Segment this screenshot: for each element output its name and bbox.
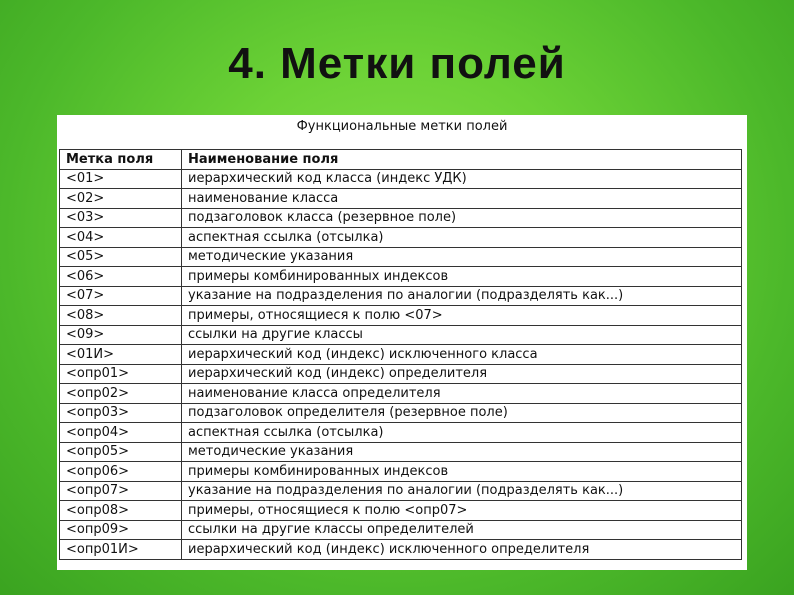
table-row xyxy=(60,403,742,423)
table-row xyxy=(60,520,742,540)
field-label: <02> xyxy=(60,189,182,209)
table-row xyxy=(60,540,742,560)
field-name: ссылки на другие классы определителей xyxy=(182,520,742,540)
table-row xyxy=(60,267,742,287)
slide-title: 4. Метки полей xyxy=(228,39,566,88)
field-label: <опр01И> xyxy=(60,540,182,560)
field-label: <07> xyxy=(60,286,182,306)
field-label: <01И> xyxy=(60,345,182,365)
field-name: подзаголовок определителя (резервное поле) xyxy=(182,403,742,423)
table-caption: Функциональные метки полей xyxy=(296,119,508,134)
field-label: <опр07> xyxy=(60,481,182,501)
field-label: <01> xyxy=(60,169,182,189)
field-name: наименование класса определителя xyxy=(182,384,742,404)
table-row xyxy=(60,345,742,365)
field-name: иерархический код (индекс) исключенного класса xyxy=(182,345,742,365)
table-row xyxy=(60,247,742,267)
field-label: <06> xyxy=(60,267,182,287)
field-label: <опр08> xyxy=(60,501,182,521)
field-name: наименование класса xyxy=(182,189,742,209)
table-row xyxy=(60,169,742,189)
field-label: <03> xyxy=(60,208,182,228)
field-name: примеры, относящиеся к полю <07> xyxy=(182,306,742,326)
table-row xyxy=(60,364,742,384)
field-label: <04> xyxy=(60,228,182,248)
field-label: <опр06> xyxy=(60,462,182,482)
field-name: иерархический код класса (индекс УДК) xyxy=(182,169,742,189)
table-header-row xyxy=(60,150,742,170)
field-name: примеры, относящиеся к полю <опр07> xyxy=(182,501,742,521)
field-label: <опр04> xyxy=(60,423,182,443)
table-row xyxy=(60,481,742,501)
field-labels-table xyxy=(59,149,742,560)
field-label: <опр05> xyxy=(60,442,182,462)
table-row xyxy=(60,423,742,443)
field-label: <опр09> xyxy=(60,520,182,540)
header-field-name: Наименование поля xyxy=(182,150,742,170)
field-name: примеры комбинированных индексов xyxy=(182,267,742,287)
table-row xyxy=(60,228,742,248)
header-field-label: Метка поля xyxy=(60,150,182,170)
field-name: иерархический код (индекс) исключенного определителя xyxy=(182,540,742,560)
table-row xyxy=(60,501,742,521)
field-name: методические указания xyxy=(182,442,742,462)
field-name: аспектная ссылка (отсылка) xyxy=(182,423,742,443)
table-row xyxy=(60,442,742,462)
field-name: указание на подразделения по аналогии (подразделять как...) xyxy=(182,286,742,306)
table-panel xyxy=(57,115,747,570)
table-row xyxy=(60,189,742,209)
field-name: аспектная ссылка (отсылка) xyxy=(182,228,742,248)
table-row xyxy=(60,325,742,345)
field-name: ссылки на другие классы xyxy=(182,325,742,345)
table-row xyxy=(60,384,742,404)
field-label: <09> xyxy=(60,325,182,345)
field-label: <05> xyxy=(60,247,182,267)
field-name: иерархический код (индекс) определителя xyxy=(182,364,742,384)
field-name: примеры комбинированных индексов xyxy=(182,462,742,482)
field-label: <опр03> xyxy=(60,403,182,423)
field-label: <опр02> xyxy=(60,384,182,404)
table-row xyxy=(60,462,742,482)
field-name: методические указания xyxy=(182,247,742,267)
field-label: <опр01> xyxy=(60,364,182,384)
field-label: <08> xyxy=(60,306,182,326)
table-row xyxy=(60,286,742,306)
field-name: подзаголовок класса (резервное поле) xyxy=(182,208,742,228)
table-row xyxy=(60,208,742,228)
table-row xyxy=(60,306,742,326)
field-name: указание на подразделения по аналогии (подразделять как...) xyxy=(182,481,742,501)
